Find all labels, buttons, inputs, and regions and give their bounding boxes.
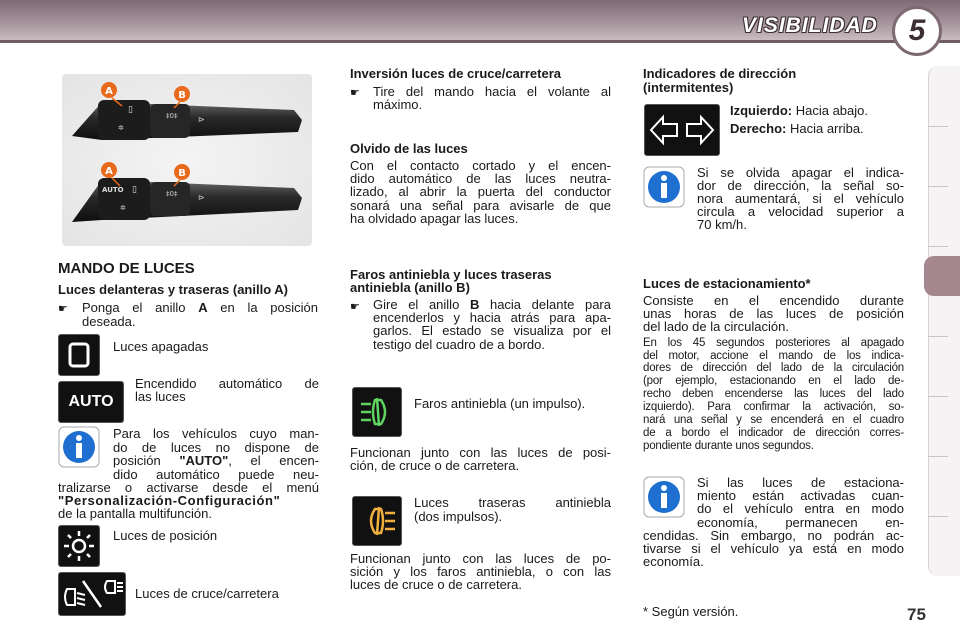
chapter-tab-active[interactable] [924, 256, 960, 296]
body-text-line: Con el contacto cortado y el encen- [350, 158, 611, 173]
body-text-line: ción, de cruce o de carretera. [350, 458, 520, 473]
front-fog-glyph [353, 388, 401, 436]
info-text-line: posición "AUTO", el encen- [113, 453, 320, 468]
info-icon [643, 476, 685, 518]
info-text-line: tralizarse o activarse desde el menú [58, 480, 319, 495]
body-text-line: máximo. [373, 97, 423, 112]
info-text-line: do el vehículo entra en modo [697, 501, 904, 516]
auto-glyph: AUTO [102, 186, 124, 194]
beam-glyph: ⊳ [198, 115, 205, 124]
chapter-tab[interactable] [928, 186, 948, 187]
off-glyph: ▯ [128, 105, 133, 115]
off-glyph: ▯ [132, 185, 137, 195]
info-text-line: economía, permanecen en- [697, 515, 904, 530]
small-text-line: nará una señal y se encenderá en el cuadro [643, 414, 904, 426]
position-lights-label: Luces de posición [113, 528, 218, 543]
info-text-line: cendidas. Sin embargo, no podrán ac- [643, 528, 904, 543]
chapter-tab[interactable] [928, 336, 948, 337]
chapter-tab-strip [928, 66, 960, 576]
small-text-line: pondiente durante unos segundos. [643, 440, 814, 452]
turn-signal-glyph [645, 105, 719, 155]
beam-switch-glyph [59, 573, 125, 615]
info-text-line: economía. [643, 554, 704, 569]
lights-off-glyph [59, 335, 99, 375]
auto-icon [58, 381, 124, 423]
ring-b-bottom [150, 182, 190, 216]
position-glyph: ✲ [120, 204, 126, 212]
chapter-title: VISIBILIDAD [742, 14, 878, 37]
footnote: * Según versión. [643, 604, 739, 619]
info-text-line: de la pantalla multifunción. [58, 506, 212, 521]
body-text-line: Funcionan junto con las luces de po- [350, 551, 611, 566]
info-text-line: circula a velocidad superior a [697, 204, 904, 219]
body-text-line: Funcionan junto con las luces de posi- [350, 445, 611, 460]
stalk-illustration [62, 74, 312, 246]
chapter-tab[interactable] [928, 246, 948, 247]
label-a: A [105, 86, 113, 97]
info-text-line: Para los vehículos cuyo man- [113, 426, 319, 441]
lighting-stalk-photo [62, 74, 312, 246]
body-text-line: testigo del cuadro de a bordo. [373, 337, 546, 352]
small-text-line: dores de dirección del lado de la circulación [643, 362, 904, 374]
body-text-line: del lado de la circulación. [643, 319, 789, 334]
right-indicator-row: Derecho: Hacia arriba. [730, 121, 864, 136]
info-text-line: tivarse si el vehículo ya está en modo [643, 541, 904, 556]
label-a: A [105, 166, 113, 177]
info-icon [643, 166, 685, 208]
chapter-tab[interactable] [928, 126, 948, 127]
pointing-hand-icon: ☛ [350, 87, 360, 99]
subsection-title: (intermitentes) [643, 80, 734, 95]
body-text-line: ha olvidado apagar las luces. [350, 211, 519, 226]
info-text-line: "Personalización-Configuración" [58, 493, 281, 508]
fog-glyph: ‡0‡ [166, 190, 178, 198]
body-text-line: encenderlos y hacia atrás para apa- [373, 310, 611, 325]
small-text-line: recho deben encenderse las luces del lado [643, 388, 904, 400]
beam-glyph: ⊳ [198, 193, 205, 202]
ring-b-top [150, 104, 190, 138]
auto-label: las luces [135, 389, 186, 404]
pointing-hand-icon: ☛ [58, 303, 68, 315]
subsection-title: antiniebla (anillo B) [350, 280, 470, 295]
front-fog-label: Faros antiniebla (un impulso). [414, 396, 586, 411]
subsection-title: Luces de estacionamiento* [643, 276, 811, 291]
subsection-title: Faros antiniebla y luces traseras [350, 267, 552, 282]
subsection-title: Olvido de las luces [350, 141, 468, 156]
turn-signal-icon [644, 104, 720, 156]
body-text-line: Gire el anillo B hacia delante para [373, 297, 611, 312]
page-number: 75 [907, 605, 926, 624]
info-text-line: 70 km/h. [697, 217, 747, 232]
chapter-tab[interactable] [928, 516, 948, 517]
auto-icon-text: AUTO [68, 393, 114, 410]
body-text-line: lizado, al abrir la puerta del conductor [350, 184, 611, 199]
lights-off-label: Luces apagadas [113, 339, 209, 354]
rear-fog-label: (dos impulsos). [414, 509, 503, 524]
rear-fog-label: Luces traseras antiniebla [414, 495, 611, 510]
info-text-line: miento están activadas cuan- [697, 488, 904, 503]
label-b: B [178, 168, 186, 179]
body-text-line: luces de cruce o de carretera. [350, 577, 522, 592]
header-rule [0, 40, 960, 43]
pointing-hand-icon: ☛ [350, 301, 360, 313]
ring-a-top [98, 100, 150, 140]
label-b: B [178, 90, 186, 101]
fog-glyph: ‡0‡ [166, 112, 178, 120]
ring-a-bottom [98, 178, 150, 220]
chapter-number: 5 [892, 6, 942, 56]
info-text-line: dor de dirección, la señal so- [697, 178, 904, 193]
body-text-line: garlos. El estado se visualiza por el [373, 323, 611, 338]
rear-fog-glyph [353, 497, 401, 545]
step-line: deseada. [82, 314, 136, 329]
body-text-line: Tire del mando hacia el volante al [373, 84, 611, 99]
info-text-line: Si se olvida apagar el indica- [697, 165, 904, 180]
info-text-line: dido automático puede neu- [113, 467, 319, 482]
small-text-line: En los 45 segundos posteriores al apagado [643, 337, 904, 349]
rear-fog-icon [352, 496, 402, 546]
body-text-line: Consiste en el encendido durante [643, 293, 904, 308]
info-text-line: nora aumentará, si el vehículo [697, 191, 904, 206]
info-icon [58, 426, 100, 468]
small-text-line: de a bordo el indicador de dirección corres- [643, 427, 904, 439]
lights-off-icon [58, 334, 100, 376]
subsection-title: Indicadores de dirección [643, 66, 797, 81]
info-text-line: Si las luces de estaciona- [697, 475, 904, 490]
section-title: MANDO DE LUCES [58, 260, 195, 277]
info-text-line: do de luces no dispone de [113, 440, 319, 455]
body-text-line: unas horas de las luces de posición [643, 306, 904, 321]
small-text-line: del motor, accione el mando de los indica- [643, 350, 904, 362]
beam-switch-icon [58, 572, 126, 616]
step-line: Ponga el anillo A en la posición [82, 300, 318, 315]
front-fog-icon [352, 387, 402, 437]
body-text-line: sonará una señal para avisarle de que [350, 198, 611, 213]
auto-label: Encendido automático de [135, 376, 319, 391]
small-text-line: izquierdo). Para confirmar la activación, so- [643, 401, 904, 413]
subsection-title: Inversión luces de cruce/carretera [350, 66, 562, 81]
left-indicator-row: Izquierdo: Hacia abajo. [730, 103, 868, 118]
beam-switch-label: Luces de cruce/carretera [135, 586, 279, 601]
position-lights-icon [58, 525, 100, 567]
chapter-tab[interactable] [928, 396, 948, 397]
body-text-line: dido automático de las luces neutra- [350, 171, 611, 186]
subsection-title: Luces delanteras y traseras (anillo A) [58, 282, 289, 297]
position-glyph: ✲ [118, 124, 124, 132]
small-text-line: (por ejemplo, estacionando en el lado de- [643, 375, 904, 387]
body-text-line: sición y los faros antiniebla, o con las [350, 564, 611, 579]
position-lights-glyph [59, 526, 99, 566]
chapter-tab[interactable] [928, 456, 948, 457]
